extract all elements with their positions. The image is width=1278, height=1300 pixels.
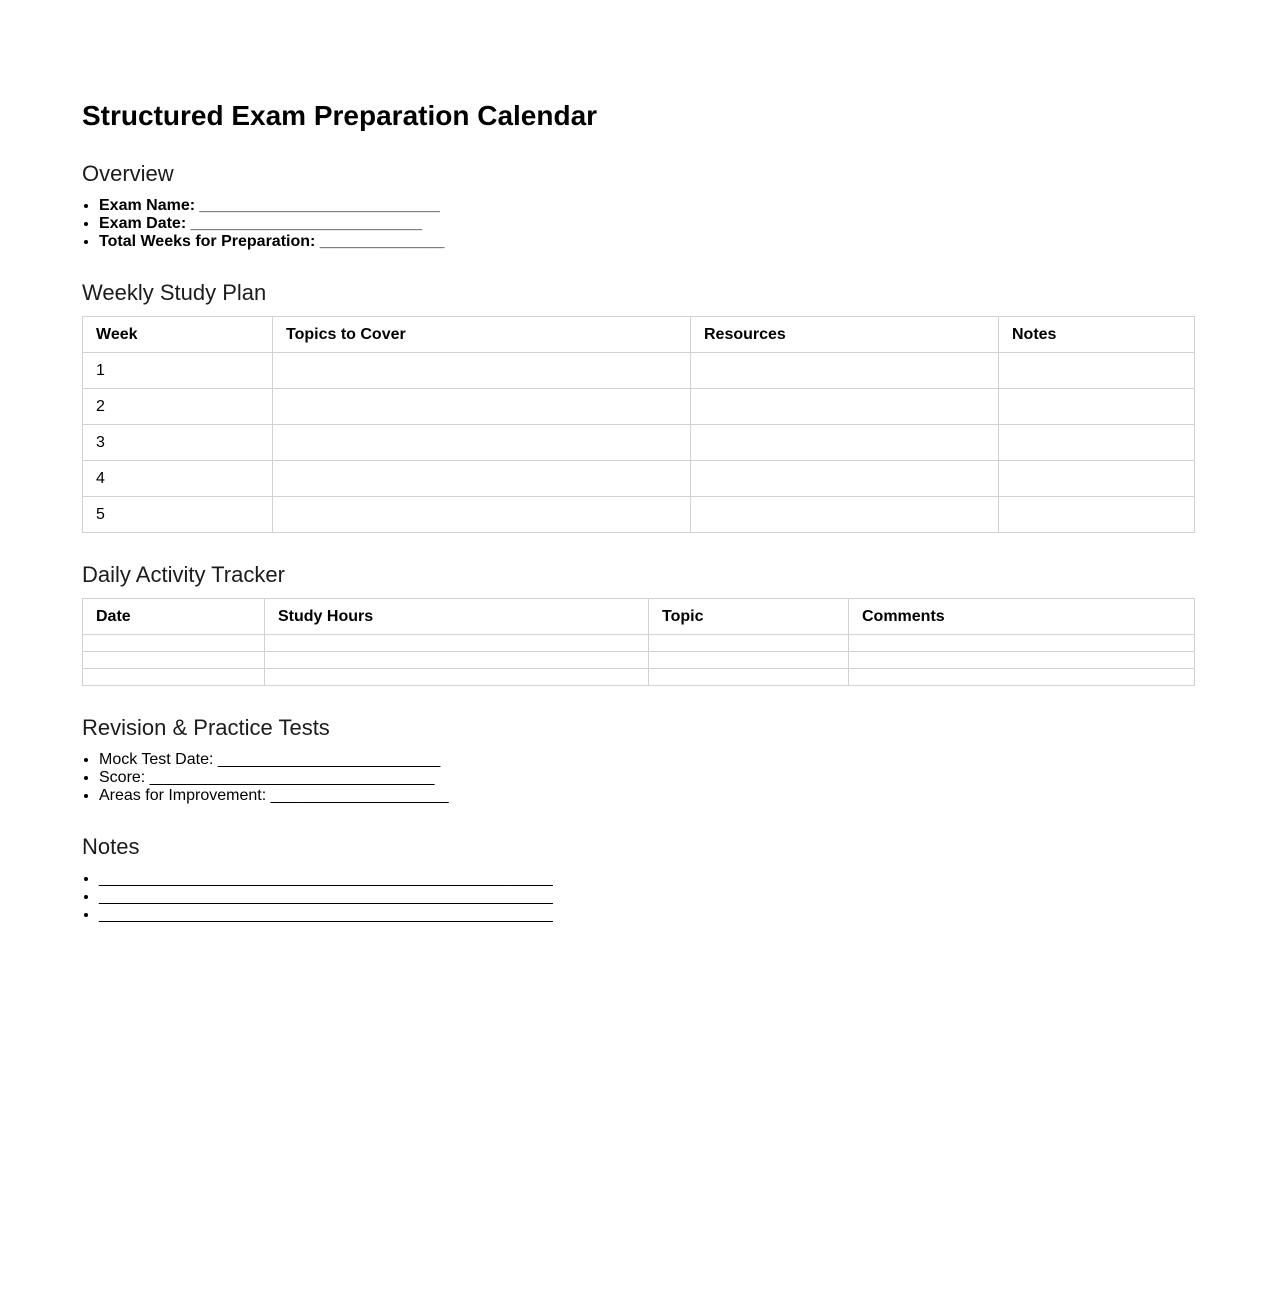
- exam-date-blank: __________________________: [186, 215, 422, 232]
- table-cell: [83, 635, 265, 652]
- list-item-score: [99, 769, 1195, 787]
- list-item-note-blank: [99, 870, 1195, 888]
- overview-list: [82, 197, 1195, 251]
- weekly-header-row: [83, 317, 1195, 353]
- table-cell: [265, 669, 649, 686]
- section-overview: [82, 161, 1195, 251]
- table-row: [83, 669, 1195, 686]
- mock-test-date-label: Mock Test Date:: [99, 751, 214, 768]
- section-revision-practice-tests: [82, 715, 1195, 805]
- column-header-topics: Topics to Cover: [273, 317, 691, 353]
- revision-list: [82, 751, 1195, 805]
- daily-header-row: [83, 599, 1195, 635]
- list-item-total-weeks: [99, 233, 1195, 251]
- areas-improvement-blank: ____________________: [266, 787, 449, 804]
- exam-date-label: Exam Date:: [99, 215, 187, 232]
- table-row: [83, 635, 1195, 652]
- table-cell: [273, 461, 691, 497]
- list-item-mock-test-date: [99, 751, 1195, 769]
- list-item-exam-name: [99, 197, 1195, 215]
- table-cell: [265, 635, 649, 652]
- table-cell: [649, 669, 849, 686]
- table-row: [83, 461, 1195, 497]
- note-blank: ___________________________________________________: [99, 906, 553, 923]
- column-header-week: Week: [83, 317, 273, 353]
- notes-list: [82, 870, 1195, 924]
- table-cell: [273, 389, 691, 425]
- column-header-date: Date: [83, 599, 265, 635]
- column-header-topic: Topic: [649, 599, 849, 635]
- table-cell: 4: [83, 461, 273, 497]
- weekly-study-plan-heading: Weekly Study Plan: [82, 280, 267, 305]
- table-cell: [849, 669, 1195, 686]
- column-header-study-hours: Study Hours: [265, 599, 649, 635]
- section-notes: [82, 834, 1195, 924]
- score-blank: ________________________________: [145, 769, 435, 786]
- table-row: [83, 389, 1195, 425]
- column-header-comments: Comments: [849, 599, 1195, 635]
- total-weeks-label: Total Weeks for Preparation:: [99, 233, 316, 250]
- table-cell: [691, 389, 999, 425]
- list-item-note-blank: [99, 888, 1195, 906]
- mock-test-date-blank: _________________________: [213, 751, 441, 768]
- table-row: [83, 652, 1195, 669]
- list-item-areas-improvement: [99, 787, 1195, 805]
- exam-name-blank: ___________________________: [195, 197, 440, 214]
- table-cell: 3: [83, 425, 273, 461]
- section-weekly-study-plan: [82, 280, 1195, 533]
- table-cell: [849, 635, 1195, 652]
- table-cell: [83, 652, 265, 669]
- table-cell: [999, 425, 1195, 461]
- table-cell: [849, 652, 1195, 669]
- exam-name-label: Exam Name:: [99, 197, 196, 214]
- table-row: [83, 497, 1195, 533]
- table-row: [83, 353, 1195, 389]
- table-cell: [999, 389, 1195, 425]
- areas-improvement-label: Areas for Improvement:: [99, 787, 267, 804]
- table-cell: [273, 425, 691, 461]
- daily-activity-tracker-heading: Daily Activity Tracker: [82, 562, 285, 587]
- table-cell: [691, 461, 999, 497]
- list-item-note-blank: [99, 906, 1195, 924]
- table-cell: [691, 353, 999, 389]
- page-title: Structured Exam Preparation Calendar: [82, 100, 598, 131]
- table-cell: [999, 461, 1195, 497]
- column-header-resources: Resources: [691, 317, 999, 353]
- list-item-exam-date: [99, 215, 1195, 233]
- table-cell: [999, 353, 1195, 389]
- table-cell: 5: [83, 497, 273, 533]
- table-cell: [265, 652, 649, 669]
- table-cell: [83, 669, 265, 686]
- table-cell: [273, 353, 691, 389]
- table-cell: [999, 497, 1195, 533]
- table-cell: [273, 497, 691, 533]
- section-daily-activity-tracker: [82, 562, 1195, 686]
- table-cell: [691, 497, 999, 533]
- note-blank: ___________________________________________________: [99, 888, 553, 905]
- table-row: [83, 425, 1195, 461]
- table-cell: 2: [83, 389, 273, 425]
- overview-heading: Overview: [82, 161, 174, 186]
- table-cell: 1: [83, 353, 273, 389]
- notes-heading: Notes: [82, 834, 140, 859]
- total-weeks-blank: ______________: [315, 233, 445, 250]
- revision-practice-tests-heading: Revision & Practice Tests: [82, 715, 330, 740]
- score-label: Score:: [99, 769, 146, 786]
- note-blank: ___________________________________________________: [99, 870, 553, 887]
- column-header-notes: Notes: [999, 317, 1195, 353]
- table-cell: [649, 635, 849, 652]
- table-cell: [691, 425, 999, 461]
- weekly-study-plan-table: [82, 316, 1195, 533]
- daily-activity-tracker-table: [82, 598, 1195, 686]
- table-cell: [649, 652, 849, 669]
